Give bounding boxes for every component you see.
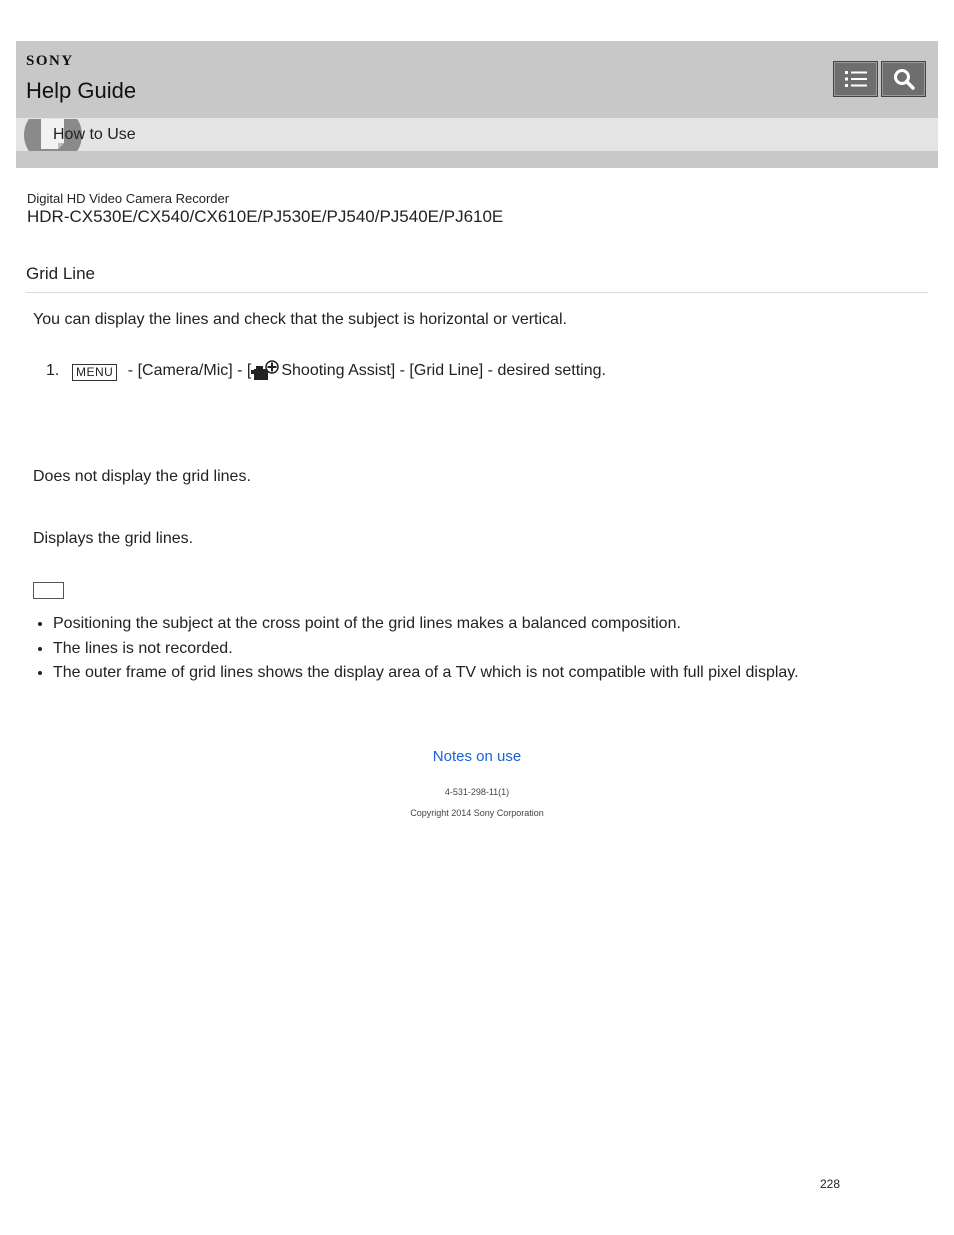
model-list: HDR-CX530E/CX540/CX610E/PJ530E/PJ540/PJ540E/PJ610E xyxy=(27,207,504,226)
step-text-part1: - [Camera/Mic] - [ xyxy=(123,362,252,379)
toc-button[interactable] xyxy=(833,61,878,97)
title-divider xyxy=(26,292,928,293)
category-label: How to Use xyxy=(53,126,136,143)
menu-button-icon: MENU xyxy=(72,364,117,381)
step-number: 1. xyxy=(46,362,60,379)
sony-logo: SONY xyxy=(26,53,74,69)
search-button[interactable] xyxy=(881,61,926,97)
help-guide-title: Help Guide xyxy=(26,78,137,103)
hint-item: • Positioning the subject at the cross point of the grid lines makes a balanced composition. xyxy=(53,612,933,637)
category-bar xyxy=(16,118,938,151)
list-icon xyxy=(844,69,868,89)
page-title: Grid Line xyxy=(26,264,95,283)
header-bar xyxy=(16,41,938,168)
product-type: Digital HD Video Camera Recorder xyxy=(27,191,230,206)
hint-item: • The lines is not recorded. xyxy=(53,637,933,662)
hint-list xyxy=(33,612,933,686)
notes-on-use-link[interactable]: Notes on use xyxy=(432,748,522,765)
step-text-part2: Shooting Assist] - [Grid Line] - desired setting. xyxy=(281,362,606,379)
setting-off-description: Does not display the grid lines. xyxy=(33,468,251,485)
document-number: 4-531-298-11(1) xyxy=(444,787,510,797)
search-icon xyxy=(893,68,915,90)
intro-text: You can display the lines and check that the subject is horizontal or vertical. xyxy=(33,311,567,328)
hint-label-box xyxy=(33,582,64,599)
shooting-assist-icon xyxy=(251,360,279,382)
copyright-text: Copyright 2014 Sony Corporation xyxy=(410,808,544,818)
step-item xyxy=(46,360,606,382)
setting-on-description: Displays the grid lines. xyxy=(33,530,194,547)
page-number: 228 xyxy=(820,1177,841,1191)
hint-item: • The outer frame of grid lines shows the display area of a TV which is not compatible with full pixel display. xyxy=(53,661,933,686)
